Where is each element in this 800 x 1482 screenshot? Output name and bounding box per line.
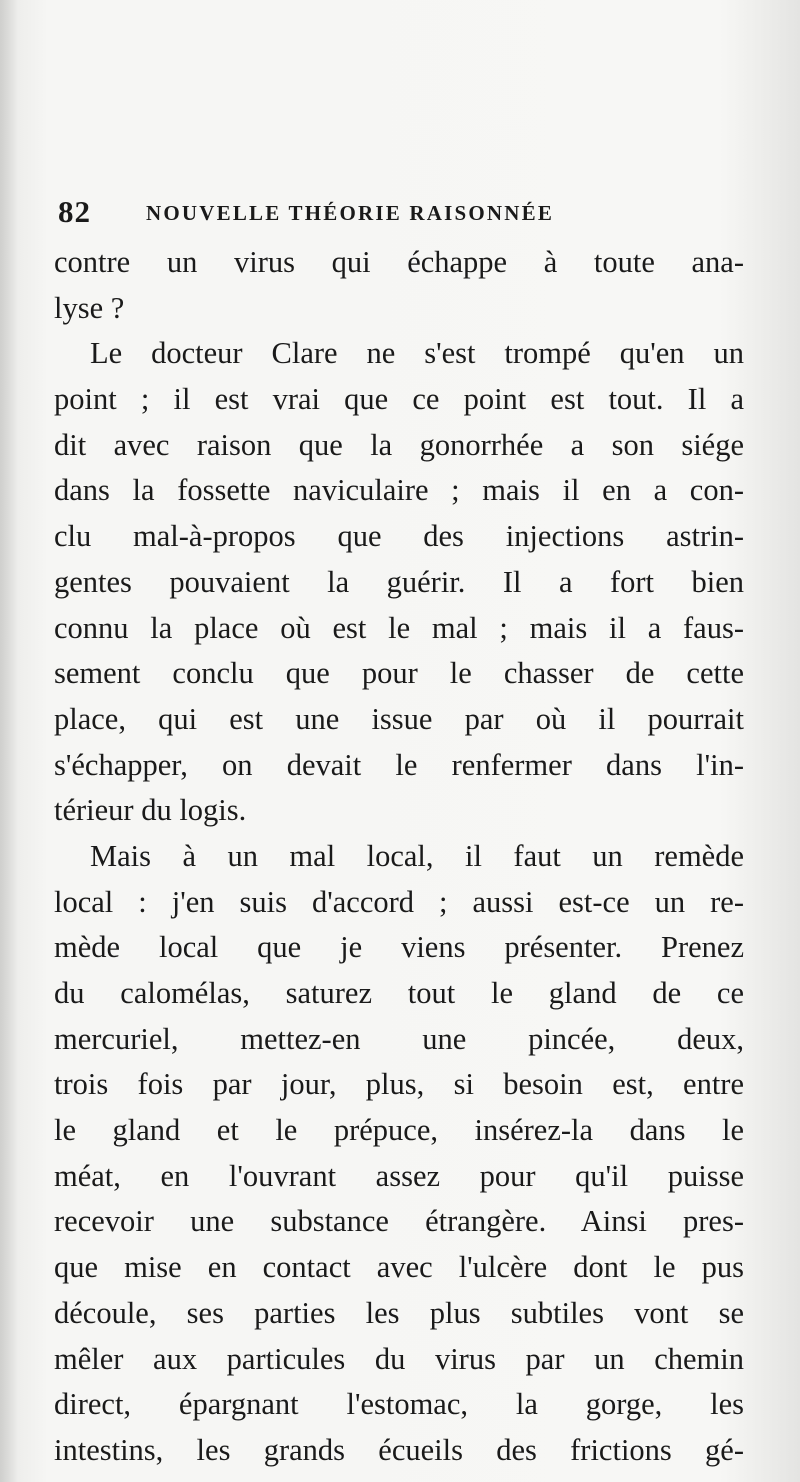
text-line: s'échapper, on devait le renfermer dans l'in- <box>54 747 744 782</box>
text-line: mède local que je viens présenter. Prenez <box>54 930 744 965</box>
text-line: lyse ? <box>54 290 125 325</box>
text-line: point ; il est vrai que ce point est tout. Il a <box>54 382 744 417</box>
text-line: Mais à un mal local, il faut un remède <box>90 838 744 873</box>
text-line: méat, en l'ouvrant assez pour qu'il puisse <box>54 1158 744 1193</box>
text-line: que mise en contact avec l'ulcère dont le pus <box>54 1250 744 1285</box>
text-line: du calomélas, saturez tout le gland de ce <box>54 976 744 1010</box>
text-line: le gland et le prépuce, insérez-la dans le <box>54 1113 744 1148</box>
text-line: mêler aux particules du virus par un chemin <box>54 1341 744 1376</box>
text-line: dans la fossette naviculaire ; mais il en a con- <box>54 473 744 508</box>
text-line: gentes pouvaient la guérir. Il a fort bien <box>54 564 744 599</box>
text-line: Le docteur Clare ne s'est trompé qu'en un <box>90 336 744 371</box>
body-text <box>54 240 744 1474</box>
text-line: direct, épargnant l'estomac, la gorge, les <box>54 1387 744 1422</box>
page-number: 82 <box>58 194 91 229</box>
page-gutter-shadow <box>0 0 18 1482</box>
text-line: place, qui est une issue par où il pourrait <box>54 701 744 736</box>
text-line: mercuriel, mettez-en une pincée, deux, <box>54 1021 744 1056</box>
text-line: connu la place où est le mal ; mais il a faus- <box>54 610 744 645</box>
text-line: découle, ses parties les plus subtiles vont se <box>54 1295 744 1330</box>
text-line: térieur du logis. <box>54 793 247 828</box>
text-line: intestins, les grands écueils des frictions gé- <box>54 1432 744 1467</box>
running-title: NOUVELLE THÉORIE RAISONNÉE <box>146 201 555 225</box>
text-line: dit avec raison que la gonorrhée a son siége <box>54 427 744 462</box>
text-line: sement conclu que pour le chasser de cette <box>54 656 744 691</box>
text-line: contre un virus qui échappe à toute ana- <box>54 245 744 279</box>
running-head <box>58 194 748 234</box>
text-line: clu mal-à-propos que des injections astrin- <box>54 519 744 554</box>
text-line: trois fois par jour, plus, si besoin est, entre <box>54 1067 744 1102</box>
text-line: local : j'en suis d'accord ; aussi est-ce un re- <box>54 884 744 919</box>
text-line: recevoir une substance étrangère. Ainsi pres- <box>54 1204 744 1239</box>
